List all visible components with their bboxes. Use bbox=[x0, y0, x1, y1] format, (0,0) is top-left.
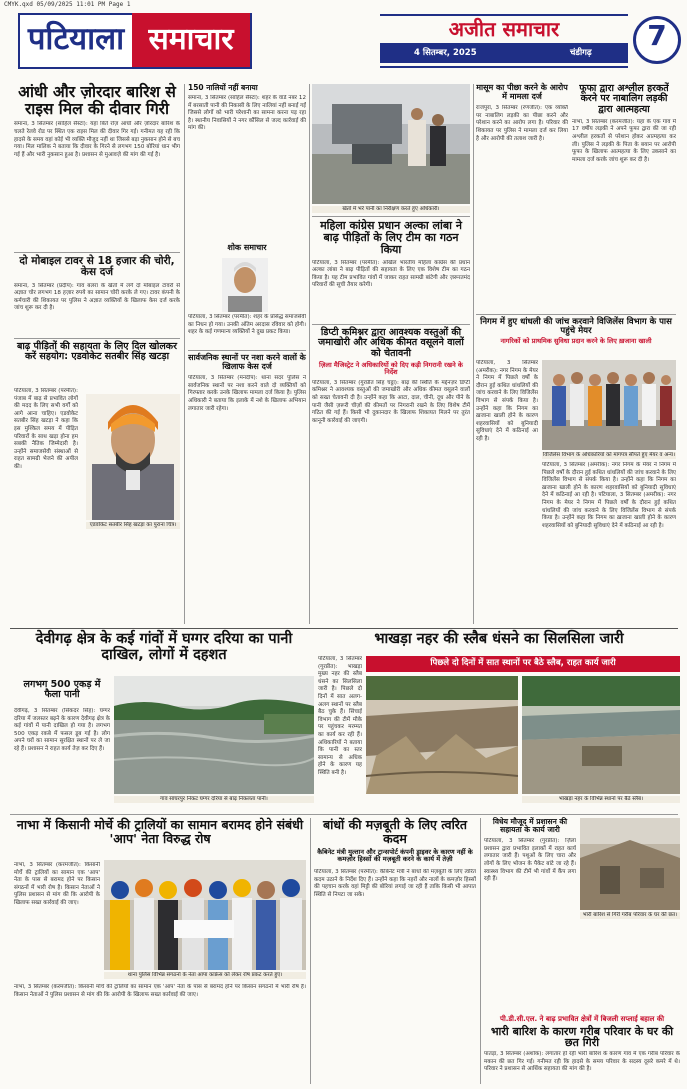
masthead-section-right: समाचार bbox=[148, 22, 234, 57]
s5-label: शोक समाचार bbox=[227, 243, 267, 252]
s2-body: समाना, 3 सितम्बर (प्रदीप): गांव बलरां के खेतों में लगे दो मोबाइल टावरों से अज्ञात चोर लगभग 18 हज़ार रुपये का सामान चोरी करके ले गए। टावर कंपनी के कर्मचारी की शिकायत पर पुलिस ने अज्ञात व्यक्तियों के खिलाफ केस दर्ज करके जांच शुरू कर दी है। bbox=[14, 282, 180, 312]
story-s8 bbox=[312, 328, 470, 622]
s15-subhead: कैबिनेट मंत्री मुल्तान और ट्रान्सपोर्ट कंपनी ड्राइवर के कारण नहीं के कमज़ोर हिस्सों की मज़बूती करने के कार्य में तेज़ी bbox=[317, 848, 473, 864]
issue-date: 4 सितम्बर, 2025 bbox=[414, 48, 477, 58]
s6-headline: सार्वजनिक स्थानों पर नशा करने वालों के खिलाफ केस दर्ज bbox=[188, 353, 306, 371]
s14-body-cont: नाभा, 3 सितम्बर (करमजीत): किसानी मोर्चे की ट्रालियों का सामान एक 'आप' नेता के पास से बरामद होने पर किसान संगठनों में भारी रोष है। किसान नेताओं ने पुलिस प्रशासन से मांग की कि आरोपी के खिलाफ सख्त कार्रवाई की जाए। bbox=[14, 984, 306, 998]
s12-subhead: लगभग 500 एकड़ में फैला पानी bbox=[23, 679, 101, 701]
print-slug: CMYK.qxd 05/09/2025 11:01 PM Page 1 bbox=[4, 1, 131, 8]
s13-banner-text: पिछले दो दिनों में सात स्थानों पर बैठे स्लैब, राहत कार्य जारी bbox=[430, 658, 616, 668]
story-s9 bbox=[476, 84, 568, 312]
s11-headline: निगम में हुए धांधली की जांच करवाने विजिलेंस विभाग के पास पहुंचे मेयर bbox=[480, 317, 672, 337]
s10-body: नाभा, 3 सितम्बर (करमजीत): यहां के एक गांव में 17 वर्षीय लड़की ने अपने फूफा द्वारा की जा रही अश्लील हरकतों से परेशान होकर आत्महत्या कर ली। पुलिस ने लड़की के पिता के बयान पर आरोपी फूफा के खिलाफ आत्महत्या के लिए उकसाने का मामला दर्ज करके जांच शुरू कर दी है। bbox=[572, 118, 676, 163]
s14-protest-photo bbox=[104, 860, 306, 970]
story-s1 bbox=[14, 84, 180, 254]
s6-body: पटियाला, 3 सितम्बर (मनदीप): थाना सदर पुलिस ने सार्वजनिक स्थानों पर नशा करने वाले दो व्यक्तियों को गिरफ्तार करके उनके खिलाफ मामला दर्ज किया है। पुलिस अधिकारी ने बताया कि इलाके में नशे के खिलाफ अभियान लगातार जारी रहेगा। bbox=[188, 375, 306, 412]
s1-body: समाना, 3 सितम्बर (साहिल सैस्टा): यहां बिते रोज़ आंधी और ज़ोरदार बारिश के चलते रेलवे रोड पर स्थित एक राइस मिल की दीवार गिर गई। गनीमत यह रही कि हादसे के समय वहां कोई भी व्यक्ति मौजूद नहीं था जिससे बड़ा नुकसान होने से बच गया। मिल मालिक ने बताया कि दीवार के गिरने से लगभग 150 बोरियां धान भीग गई हैं और भारी नुकसान हुआ है। प्रशासन से मुआवज़े की मांग की गई है। bbox=[14, 121, 180, 158]
s8-body: पटियाला, 3 सितम्बर (गुरप्रीत सिंह चट्ठा): बाढ़ की स्थिति के मद्देनज़र डिप्टी कमिश्नर ने आवश्यक वस्तुओं की जमाखोरी और अधिक कीमत वसूलने वालों को सख्त चेतावनी दी है। उन्होंने कहा कि आटा, दाल, चीनी, दूध और पीने के पानी जैसी ज़रूरी चीज़ों की कीमतों पर निगरानी रखने के लिए विशेष टीमें गठित की गई हैं। किसी भी दुकानदार के खिलाफ शिकायत मिलने पर तुरंत कानूनी कार्रवाई की जाएगी। bbox=[312, 379, 470, 424]
s5-body: पटियाला, 3 सितम्बर (परमीत): शहर के प्रसिद्ध समाजसेवी का निधन हो गया। उनकी अंतिम अरदास रविवार को होगी। शहर के कई गणमान्य व्यक्तियों ने दुख प्रकट किया। bbox=[188, 314, 306, 336]
s16-headline: विधेय मौजूद में प्रशासन की सहायता के कार्य जारी bbox=[492, 817, 568, 835]
s13-slab-photo bbox=[366, 676, 518, 794]
story-s11 bbox=[476, 318, 676, 624]
s3-body: पटियाला, 3 सितम्बर (परमीत): पंजाब में बाढ़ से प्रभावित लोगों की मदद के लिए सभी वर्गों को आगे आना चाहिए। एडवोकेट सतबीर सिंह खटड़ा ने कहा कि इस मुश्किल समय में पीड़ित परिवारों के साथ खड़ा होना हम सबकी नैतिक जिम्मेदारी है। उन्होंने समाजसेवी संस्थाओं से राहत सामग्री भेजने की अपील की। bbox=[14, 388, 78, 470]
s7-photo bbox=[312, 84, 470, 204]
s15-headline: बांधों की मज़बूती के लिए त्वरित कदम bbox=[322, 817, 468, 846]
s17-headline: भारी बारिश के कारण गरीब परिवार के घर की छत गिरी bbox=[490, 1024, 674, 1050]
s12-flood-photo bbox=[114, 676, 314, 794]
s4-headline: 150 नालियों नहीं बनाया bbox=[188, 83, 258, 92]
issue-city: चंडीगढ़ bbox=[570, 48, 592, 58]
s7-body: पटियाला, 3 सितम्बर (परमीत): अखिल भारतीय महिला कांग्रेस की प्रधान अल्का लांबा ने बाढ़ पीड़ितों की सहायता के लिए एक विशेष टीम का गठन किया है। यह टीम प्रभावित गांवों में जाकर राहत सामग्री बांटेगी और ज़रूरतमंद परिवारों की सूची तैयार करेगी। bbox=[312, 259, 470, 289]
story-s6 bbox=[188, 354, 306, 622]
s11-body: पटियाला, 3 सितम्बर (अमरीक): नगर निगम के मेयर ने निगम में पिछले वर्षों के दौरान हुई कथित धांधलियों की जांच करवाने के लिए विजिलेंस विभाग से संपर्क किया है। उन्होंने कहा कि निगम का ख़जाना खाली होने के कारण शहरवासियों को बुनियादी सुविधाएं देने में कठिनाई आ रही है। bbox=[476, 360, 538, 442]
s17-photo bbox=[580, 818, 680, 910]
s14-headline: नाभा में किसानी मोर्चे की ट्रालियों का सामान बरामद होने संबंधी 'आप' नेता विरुद्ध रोष bbox=[16, 817, 304, 846]
s7-photo-caption: खेतों में भरे पानी का निरीक्षण करते हुए अधिकारी। bbox=[312, 206, 470, 213]
s11-photo bbox=[542, 360, 676, 450]
page-number: 7 bbox=[647, 19, 667, 52]
s14-body: नाभा, 3 सितम्बर (करमजीत): किसानी मोर्चे की ट्रालियों का सामान एक 'आप' नेता के पास से बरामद होने पर किसान संगठनों में भारी रोष है। किसान नेताओं ने पुलिस प्रशासन से मांग की कि आरोपी के खिलाफ सख्त कार्रवाई की जाए। bbox=[14, 862, 100, 906]
s13-body: पटियाला, 3 सितम्बर (गुरप्रीत): भाखड़ा मुख्य नहर की स्लैब धंसने का सिलसिला जारी है। पिछले दो दिनों में सात अलग-अलग स्थानों पर स्लैब बैठ चुके हैं। सिंचाई विभाग की टीमें मौके पर पहुंचकर मरम्मत का कार्य कर रही हैं। अधिकारियों ने बताया कि पानी का स्तर सामान्य से अधिक होने के कारण यह स्थिति बनी है। bbox=[318, 656, 362, 776]
story-s7 bbox=[312, 220, 470, 322]
story-s10 bbox=[572, 84, 676, 312]
masthead bbox=[18, 13, 673, 67]
s8-headline: डिप्टी कमिश्नर द्वारा आवश्यक वस्तुओं की जमाखोरी और अधिक कीमत वसूलने वालों को चेतावनी bbox=[318, 327, 464, 359]
s9-body: राजपुरा, 3 सितम्बर (रणजीत): एक व्यक्ति पर नाबालिग लड़की का पीछा करने और परेशान करने का आरोप लगा है। परिवार की शिकायत पर पुलिस ने मामला दर्ज कर लिया है और आरोपी की तलाश जारी है। bbox=[476, 105, 568, 142]
story-s5 bbox=[188, 244, 306, 348]
s13-headline: भाखड़ा नहर की स्लैब धंसने का सिलसिला जारी bbox=[374, 631, 624, 647]
s9-headline: मासूम का पीछा करने के आरोप में मामला दर्ज bbox=[476, 83, 568, 101]
s13-slab-photo-2 bbox=[522, 676, 680, 794]
s12-body: देवीगढ़, 3 सितम्बर (सिकंदर सिंह): घग्गर दरिया में जलस्तर बढ़ने के कारण देवीगढ़ क्षेत्र के कई गांवों में पानी दाखिल हो गया है। लगभग 500 एकड़ रकबे में फसल डूब गई है। लोग अपने घरों का सामान सुरक्षित स्थानों पर ले जा रहे हैं। प्रशासन ने राहत कार्य तेज़ कर दिए हैं। bbox=[14, 708, 110, 752]
s8-subhead: ज़िला मैजिस्ट्रेट ने अधिकारियों को दिए कड़ी निगरानी रखने के निर्देश bbox=[319, 360, 463, 376]
s11-subhead: नागरिकों को प्राथमिक सुविधा प्रदान करने के लिए ख़जाना खाली bbox=[500, 337, 652, 346]
story-s2 bbox=[14, 256, 180, 336]
s3-headline: बाढ़ पीड़ितों की सहायता के लिए दिल खोलकर करें सहयोग: एडवोकेट सतबीर सिंह खटड़ा bbox=[17, 341, 177, 363]
story-s3 bbox=[14, 342, 180, 622]
s18-headline: पी.डी.सी.एल. ने बाढ़ प्रभावित क्षेत्रों में बिजली सप्लाई बहाल की bbox=[499, 1015, 665, 1023]
story-s14 bbox=[14, 818, 306, 1082]
story-s18 bbox=[484, 1016, 680, 1084]
s7-headline: महिला कांग्रेस प्रधान अल्का लांबा ने बाढ़ पीड़ितों के लिए टीम का गठन किया bbox=[320, 219, 462, 256]
story-s15 bbox=[314, 818, 476, 1082]
story-s4 bbox=[188, 84, 306, 244]
s12-photo-caption: गांव सांघरपुर निकट घग्गर दरिया से बाढ़ निकलता पानी। bbox=[114, 796, 314, 803]
s2-headline: दो मोबाइल टावर से 18 हजार की चोरी, केस दर्ज bbox=[19, 255, 175, 279]
story-s12 bbox=[14, 632, 314, 810]
s13-photo-caption: भाखड़ा नहर के विभिन्न स्थानों पर बैठे स्लैब। bbox=[522, 796, 680, 803]
story-s13 bbox=[318, 632, 680, 810]
s1-headline: आंधी और ज़ोरदार बारिश से राइस मिल की दीवार गिरी bbox=[18, 83, 176, 118]
s15-body: पटियाला, 3 सितम्बर (परमीत): कैबिनेट मंत्री ने बांधों की मज़बूती के लिए त्वरित कदम उठाने के निर्देश दिए हैं। उन्होंने कहा कि नहरों और नालों के कमज़ोर हिस्सों की पहचान करके वहां मिट्टी की बोरियां लगाई जा रही हैं ताकि किसी भी आपात स्थिति से निपटा जा सके। bbox=[314, 869, 476, 898]
s5-portrait-photo bbox=[222, 258, 268, 312]
s11-photo-caption: विजिलेंस विभाग के अधिकारियों को मांगपत्र सौंपते हुए मेयर व अन्य। bbox=[542, 452, 676, 458]
s16-body: पटियाला, 3 सितम्बर (गुरप्रीत): ज़िला प्रशासन द्वारा प्रभावित इलाकों में राहत कार्य लगातार जारी हैं। पशुओं के लिए चारा और लोगों के लिए भोजन के पैकेट बांटे जा रहे हैं। स्वास्थ्य विभाग की टीमें भी गांवों में कैंप लगा रही हैं। bbox=[484, 838, 576, 883]
s12-headline: देवीगढ़ क्षेत्र के कई गांवों में घग्गर दरिया का पानी दाखिल, लोगों में दहशत bbox=[35, 631, 293, 663]
s17-photo-caption: भारी बारिश से गिरी गरीब परिवार के घर की छत। bbox=[580, 912, 680, 919]
s11-body-cont: पटियाला, 3 सितम्बर (अमरीक): नगर निगम के मेयर ने निगम में पिछले वर्षों के दौरान हुई कथित धांधलियों की जांच करवाने के लिए विजिलेंस विभाग से संपर्क किया है। उन्होंने कहा कि निगम का ख़जाना खाली होने के कारण शहरवासियों को बुनियादी सुविधाएं देने में कठिनाई आ रही है। पटियाला, 3 सितम्बर (अमरीक): नगर निगम के मेयर ने निगम में पिछले वर्षों के दौरान हुई कथित धांधलियों की जांच करवाने के लिए विजिलेंस विभाग से संपर्क किया है। उन्होंने कहा कि निगम का ख़जाना खाली होने के कारण शहरवासियों को बुनियादी सुविधाएं देने में कठिनाई आ रही है। bbox=[542, 462, 676, 529]
s10-headline: फूफा द्वारा अश्लील हरकतें करने पर नाबालिग लड़की द्वारा आत्महत्या bbox=[579, 83, 669, 115]
paper-name: अजीत समाचार bbox=[448, 17, 560, 41]
masthead-section-left: पटियाला bbox=[27, 21, 125, 57]
s14-photo-caption: थाना पुलिस विभिन्न संगठनों के नेता आपा कांफ्रेंस को लेकर रोष प्रकट करते हुए। bbox=[104, 972, 306, 979]
s3-portrait-photo bbox=[86, 394, 180, 520]
s4-body: समाना, 3 सितम्बर (साहिल सैस्टा): शहर के वार्ड नंबर 12 में बरसाती पानी की निकासी के लिए नालियां नहीं बनाई गईं जिससे लोगों को भारी परेशानी का सामना करना पड़ रहा है। स्थानीय निवासियों ने नगर कौंसिल से जल्द कार्रवाई की मांग की। bbox=[188, 95, 306, 132]
s3-photo-caption: एडवोकेट सतबीर सिंह खटड़ा का पुराना चित्र। bbox=[86, 522, 180, 529]
s17-body: पातड़ां, 3 सितम्बर (अशोक): लगातार हो रही भारी बारिश के कारण गांव में एक गरीब परिवार के मकान की छत गिर गई। गनीमत रही कि हादसे के समय परिवार के सदस्य दूसरे कमरे में थे। परिवार ने प्रशासन से आर्थिक सहायता की मांग की है। bbox=[484, 1051, 680, 1073]
